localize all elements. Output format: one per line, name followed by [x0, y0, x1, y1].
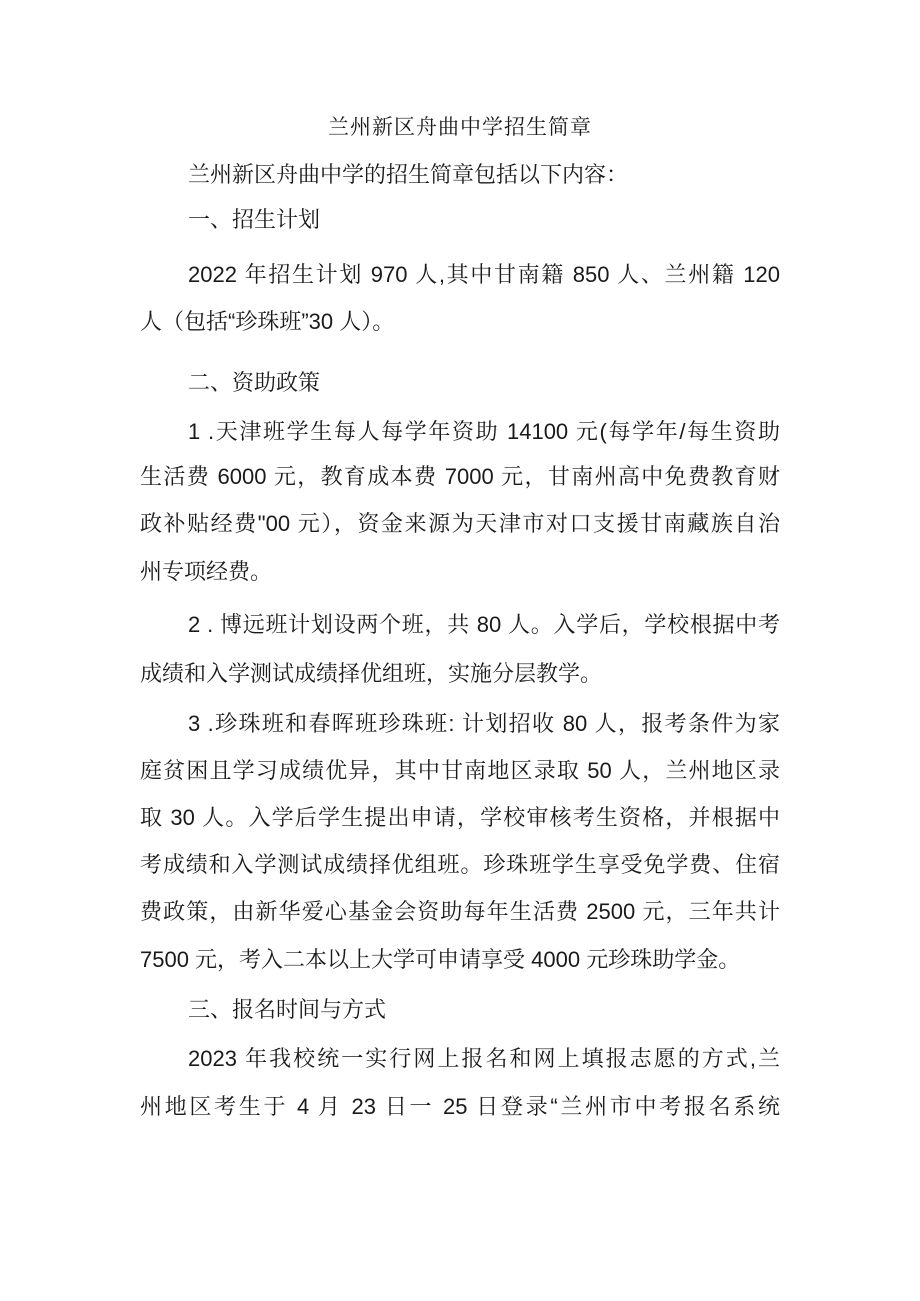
funding-item-3-line: 取 30 人。入学后学生提出申请，学校审核考生资格，并根据中 — [140, 805, 780, 830]
funding-item-3-line: 费政策，由新华爱心基金会资助每年生活费 2500 元，三年共计 — [140, 899, 780, 924]
enrollment-plan-line: 人（包括“珍珠班”30 人）。 — [140, 309, 395, 334]
enrollment-plan-line: 2022 年招生计划 970 人,其中甘南籍 850 人、兰州籍 120 — [188, 262, 780, 287]
funding-item-1-line: 政补贴经费"00 元），资金来源为天津市对口支援甘南藏族自治 — [140, 511, 780, 536]
funding-item-3-line: 3 .珍珠班和春晖班珍珠班: 计划招收 80 人，报考条件为家 — [188, 711, 780, 736]
funding-item-2-line: 成绩和入学测试成绩择优组班，实施分层教学。 — [140, 661, 603, 686]
funding-item-1-line: 1 .天津班学生每人每学年资助 14100 元(每学年/每生资助 — [188, 419, 780, 444]
funding-item-2-line: 2 . 博远班计划设两个班，共 80 人。入学后，学校根据中考 — [188, 612, 780, 637]
funding-item-3-line: 7500 元，考入二本以上大学可申请享受 4000 元珍珠助学金。 — [140, 947, 741, 972]
section-heading-enrollment-plan: 一、招生计划 — [188, 207, 321, 232]
funding-item-3-line: 庭贫困且学习成绩优异，其中甘南地区录取 50 人，兰州地区录 — [140, 758, 780, 783]
registration-line: 2023 年我校统一实行网上报名和网上填报志愿的方式,兰 — [188, 1046, 780, 1071]
section-heading-registration: 三、报名时间与方式 — [188, 997, 387, 1022]
document-title: 兰州新区舟曲中学招生简章 — [328, 116, 592, 139]
section-heading-funding-policy: 二、资助政策 — [188, 370, 321, 395]
funding-item-1-line: 生活费 6000 元，教育成本费 7000 元，甘南州高中免费教育财 — [140, 464, 780, 489]
funding-item-3-line: 考成绩和入学测试成绩择优组班。珍珠班学生享受免学费、住宿 — [140, 852, 780, 877]
funding-item-1-line: 州专项经费。 — [140, 559, 273, 584]
registration-line: 州地区考生于 4 月 23 日一 25 日登录“兰州市中考报名系统 — [140, 1094, 780, 1119]
intro-paragraph: 兰州新区舟曲中学的招生简章包括以下内容： — [188, 162, 629, 187]
